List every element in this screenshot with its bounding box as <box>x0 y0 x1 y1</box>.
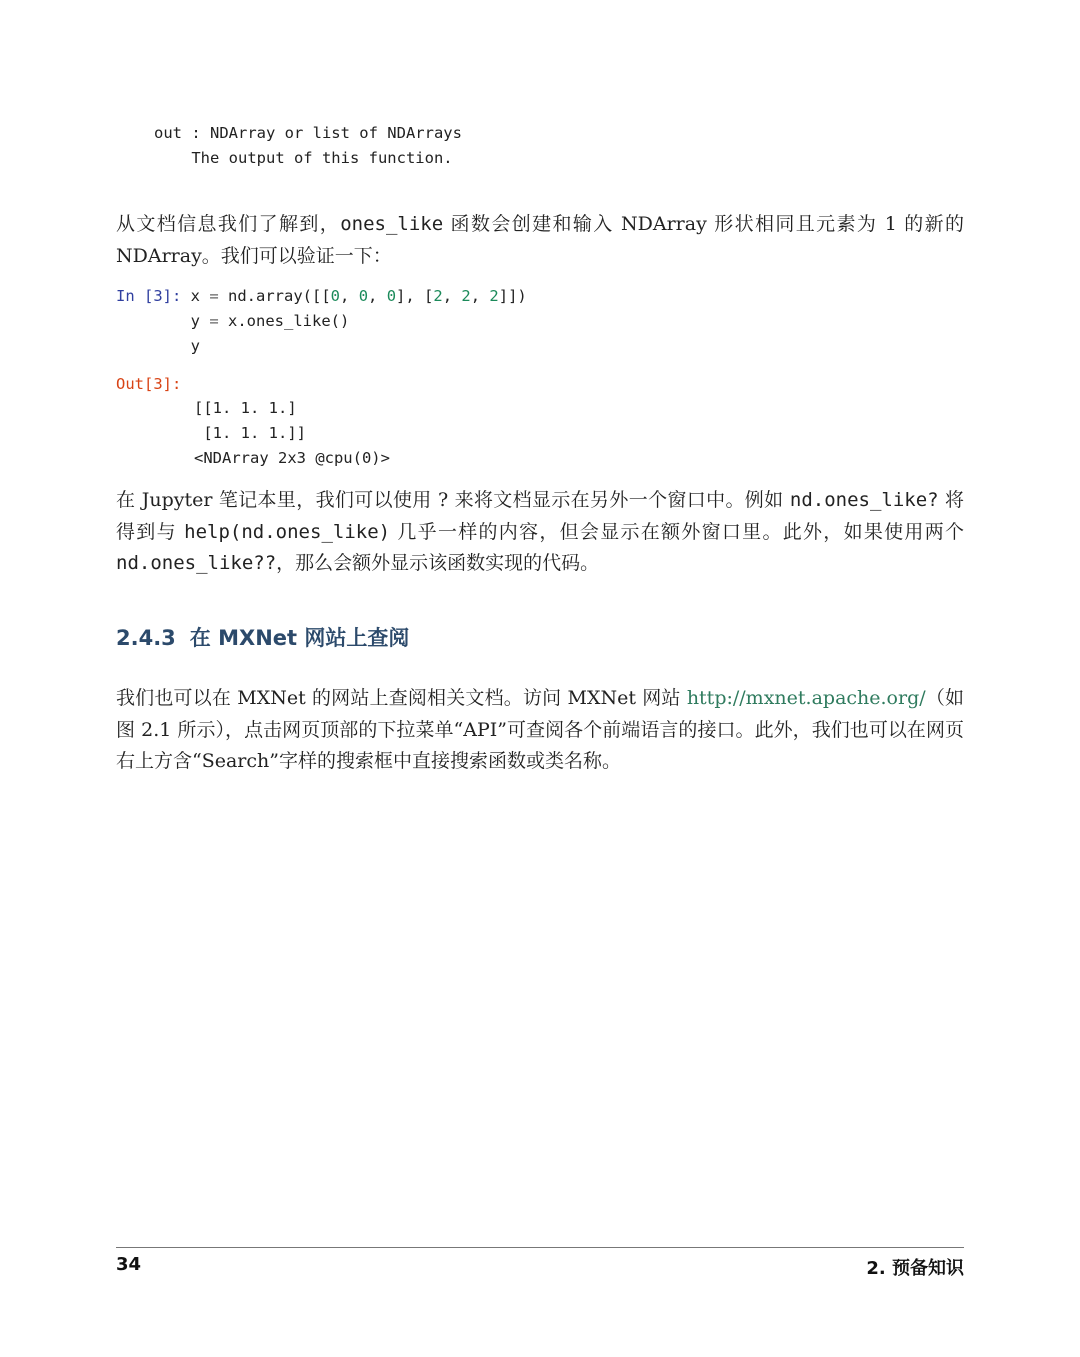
docstring-return-line: out : NDArray or list of NDArrays <box>154 124 462 142</box>
mxnet-website-link[interactable]: http://mxnet.apache.org/ <box>686 687 926 709</box>
code-cell-output <box>194 396 390 471</box>
output-line: <NDArray 2x3 @cpu(0)> <box>194 449 390 467</box>
output-line: [[1. 1. 1.] <box>194 399 297 417</box>
paragraph-ones-like <box>116 209 964 272</box>
code-line-1: x = nd.array([[0, 0, 0], [2, 2, 2]]) <box>190 287 527 305</box>
para2-text-1: 在 Jupyter 笔记本里，我们可以使用 ? 来将文档显示在另外一个窗口中。例如 <box>116 489 790 511</box>
inline-code-help-call: help(nd.ones_like) <box>184 520 391 543</box>
section-title: 在 MXNet 网站上查阅 <box>189 626 410 650</box>
inline-code-ones-like-help: nd.ones_like? <box>789 489 939 511</box>
para1-text-2: 函数会创建和输入 NDArray 形状相同且元素为 1 的新的 NDArray。我们可以验证一下： <box>116 213 964 267</box>
code-cell-output-prompt <box>116 372 181 397</box>
section-number: 2.4.3 <box>116 626 176 650</box>
para2-text-4: ，那么会额外显示该函数实现的代码。 <box>276 552 600 574</box>
para2-text-3: 几乎一样的内容，但会显示在额外窗口里。此外，如果使用两个 <box>390 520 964 543</box>
section-heading <box>116 622 409 652</box>
docstring-fragment <box>154 121 462 171</box>
code-line-3: y <box>190 337 200 355</box>
paragraph-jupyter-help <box>116 485 964 580</box>
para3-text-2: （如图 2.1 所示），点击网页顶部的下拉菜单“API”可查阅各个前端语言的接口。此外，我们也可以在网页右上方含“Search”字样的搜索框中直接搜索函数或类名称。 <box>116 687 964 772</box>
page-number: 34 <box>116 1254 142 1275</box>
code-cell-input <box>116 284 527 359</box>
chapter-title: 2. 预备知识 <box>866 1258 964 1279</box>
code-line-2: y = x.ones_like() <box>190 312 350 330</box>
para3-text-1: 我们也可以在 MXNet 的网站上查阅相关文档。访问 MXNet 网站 <box>116 687 687 709</box>
out-prompt: Out[3]: <box>116 375 182 393</box>
output-line: [1. 1. 1.]] <box>194 424 306 442</box>
para2-text-2: 将得到与 <box>116 489 964 543</box>
docstring-return-desc: The output of this function. <box>154 149 453 167</box>
footer-divider <box>116 1247 964 1248</box>
in-prompt: In [3]: <box>116 287 182 305</box>
inline-code-ones-like-source: nd.ones_like?? <box>116 552 277 574</box>
paragraph-mxnet-website <box>116 683 964 778</box>
para1-text-1: 从文档信息我们了解到， <box>116 213 341 235</box>
inline-code-ones-like: ones_like <box>340 213 444 235</box>
